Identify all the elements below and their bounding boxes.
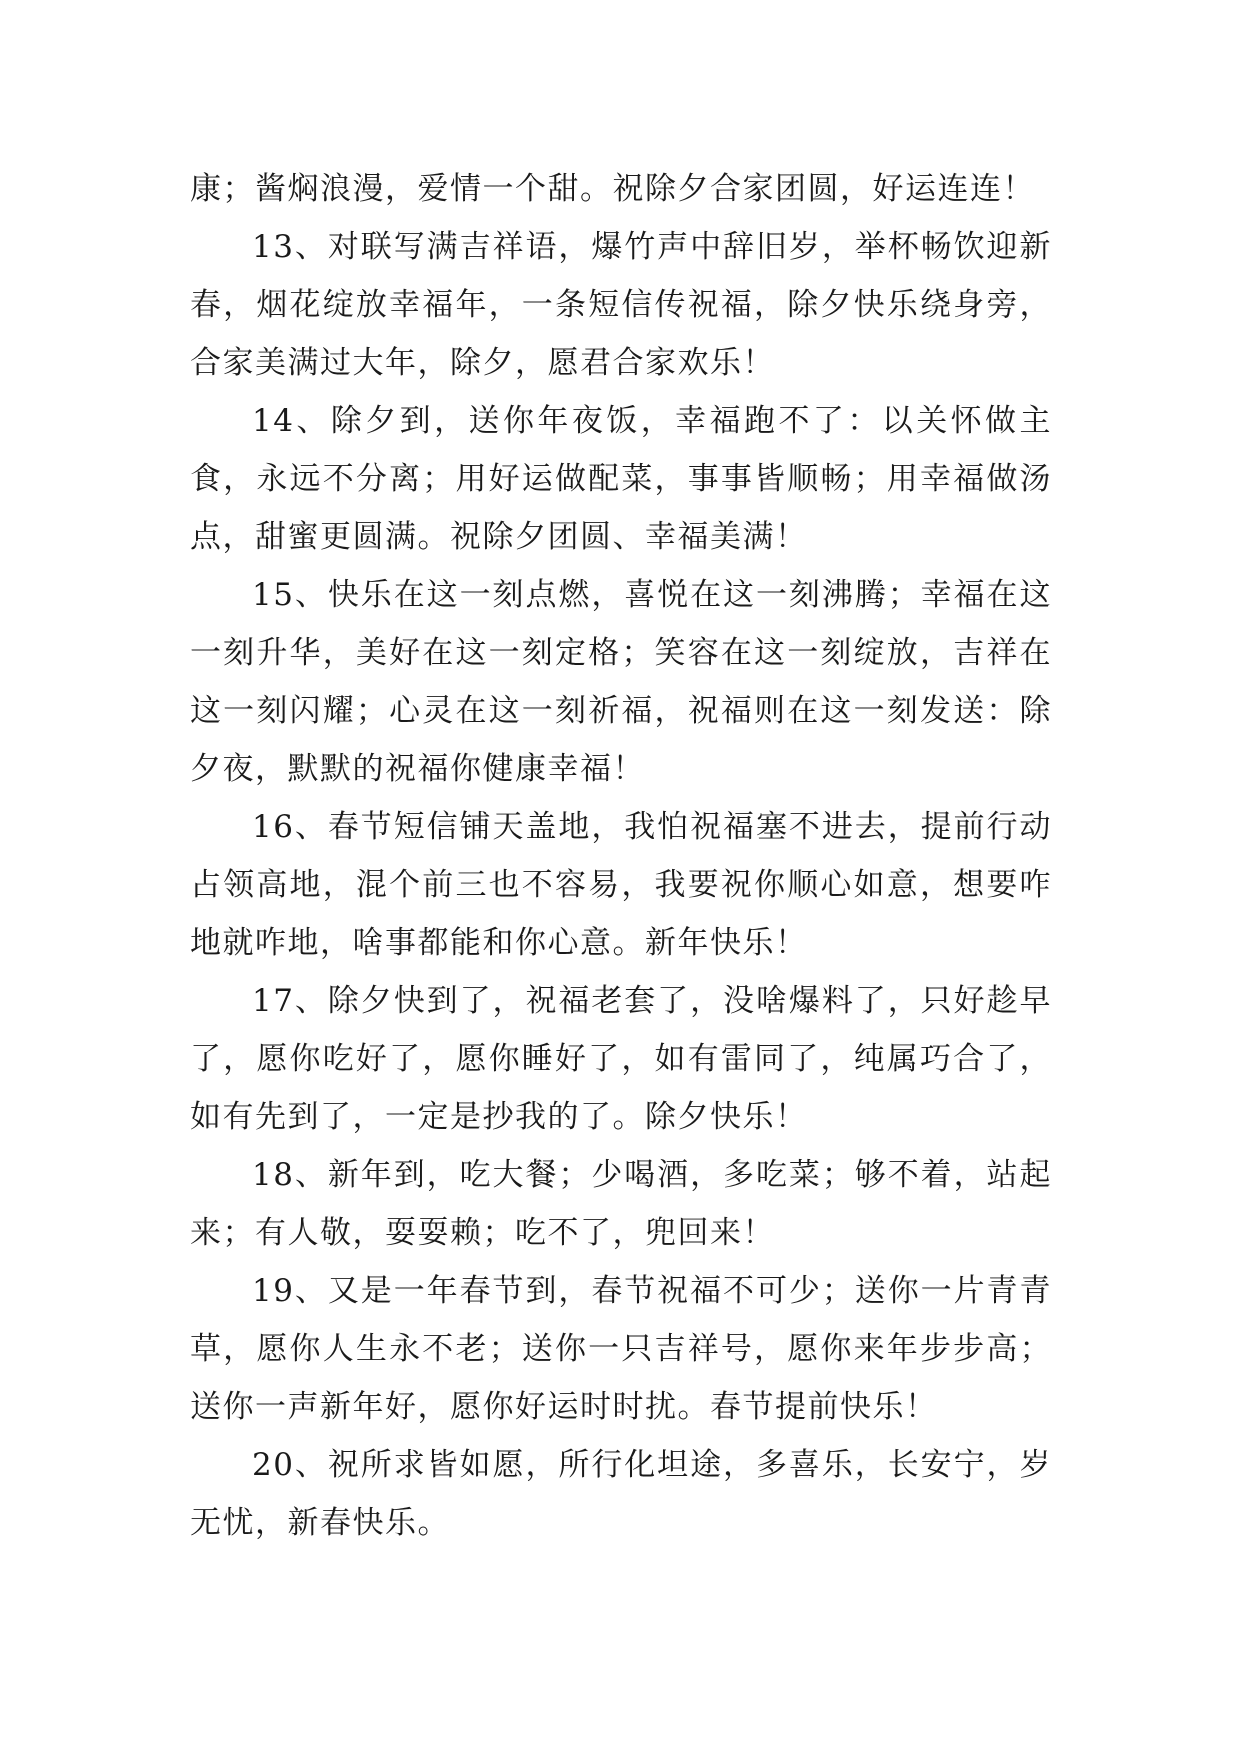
paragraph-item-14: 14、除夕到，送你年夜饭，幸福跑不了：以关怀做主食，永远不分离；用好运做配菜，事事皆顺畅；用幸福做汤点，甜蜜更圆满。祝除夕团圆、幸福美满！ (190, 403, 1052, 555)
paragraph-item-18: 18、新年到，吃大餐；少喝酒，多吃菜；够不着，站起来；有人敬，耍耍赖；吃不了，兜回来！ (190, 1157, 1052, 1251)
paragraph-item-16: 16、春节短信铺天盖地，我怕祝福塞不进去，提前行动占领高地，混个前三也不容易，我要祝你顺心如意，想要咋地就咋地，啥事都能和你心意。新年快乐！ (190, 809, 1052, 961)
paragraph-item-20: 20、祝所求皆如愿，所行化坦途，多喜乐，长安宁，岁无忧，新春快乐。 (190, 1447, 1052, 1541)
paragraph-item-19: 19、又是一年春节到，春节祝福不可少；送你一片青青草，愿你人生永不老；送你一只吉祥号，愿你来年步步高；送你一声新年好，愿你好运时时扰。春节提前快乐！ (190, 1273, 1052, 1425)
paragraph-continuation: 康；酱焖浪漫，爱情一个甜。祝除夕合家团圆，好运连连！ (190, 171, 1035, 207)
document-body (190, 160, 1052, 1552)
paragraph-item-15: 15、快乐在这一刻点燃，喜悦在这一刻沸腾；幸福在这一刻升华，美好在这一刻定格；笑容在这一刻绽放，吉祥在这一刻闪耀；心灵在这一刻祈福，祝福则在这一刻发送：除夕夜，默默的祝福你健康幸福！ (190, 577, 1052, 787)
paragraph-item-17: 17、除夕快到了，祝福老套了，没啥爆料了，只好趁早了，愿你吃好了，愿你睡好了，如有雷同了，纯属巧合了，如有先到了，一定是抄我的了。除夕快乐！ (190, 983, 1052, 1135)
paragraph-item-13: 13、对联写满吉祥语，爆竹声中辞旧岁，举杯畅饮迎新春，烟花绽放幸福年，一条短信传祝福，除夕快乐绕身旁，合家美满过大年，除夕，愿君合家欢乐！ (190, 229, 1052, 381)
